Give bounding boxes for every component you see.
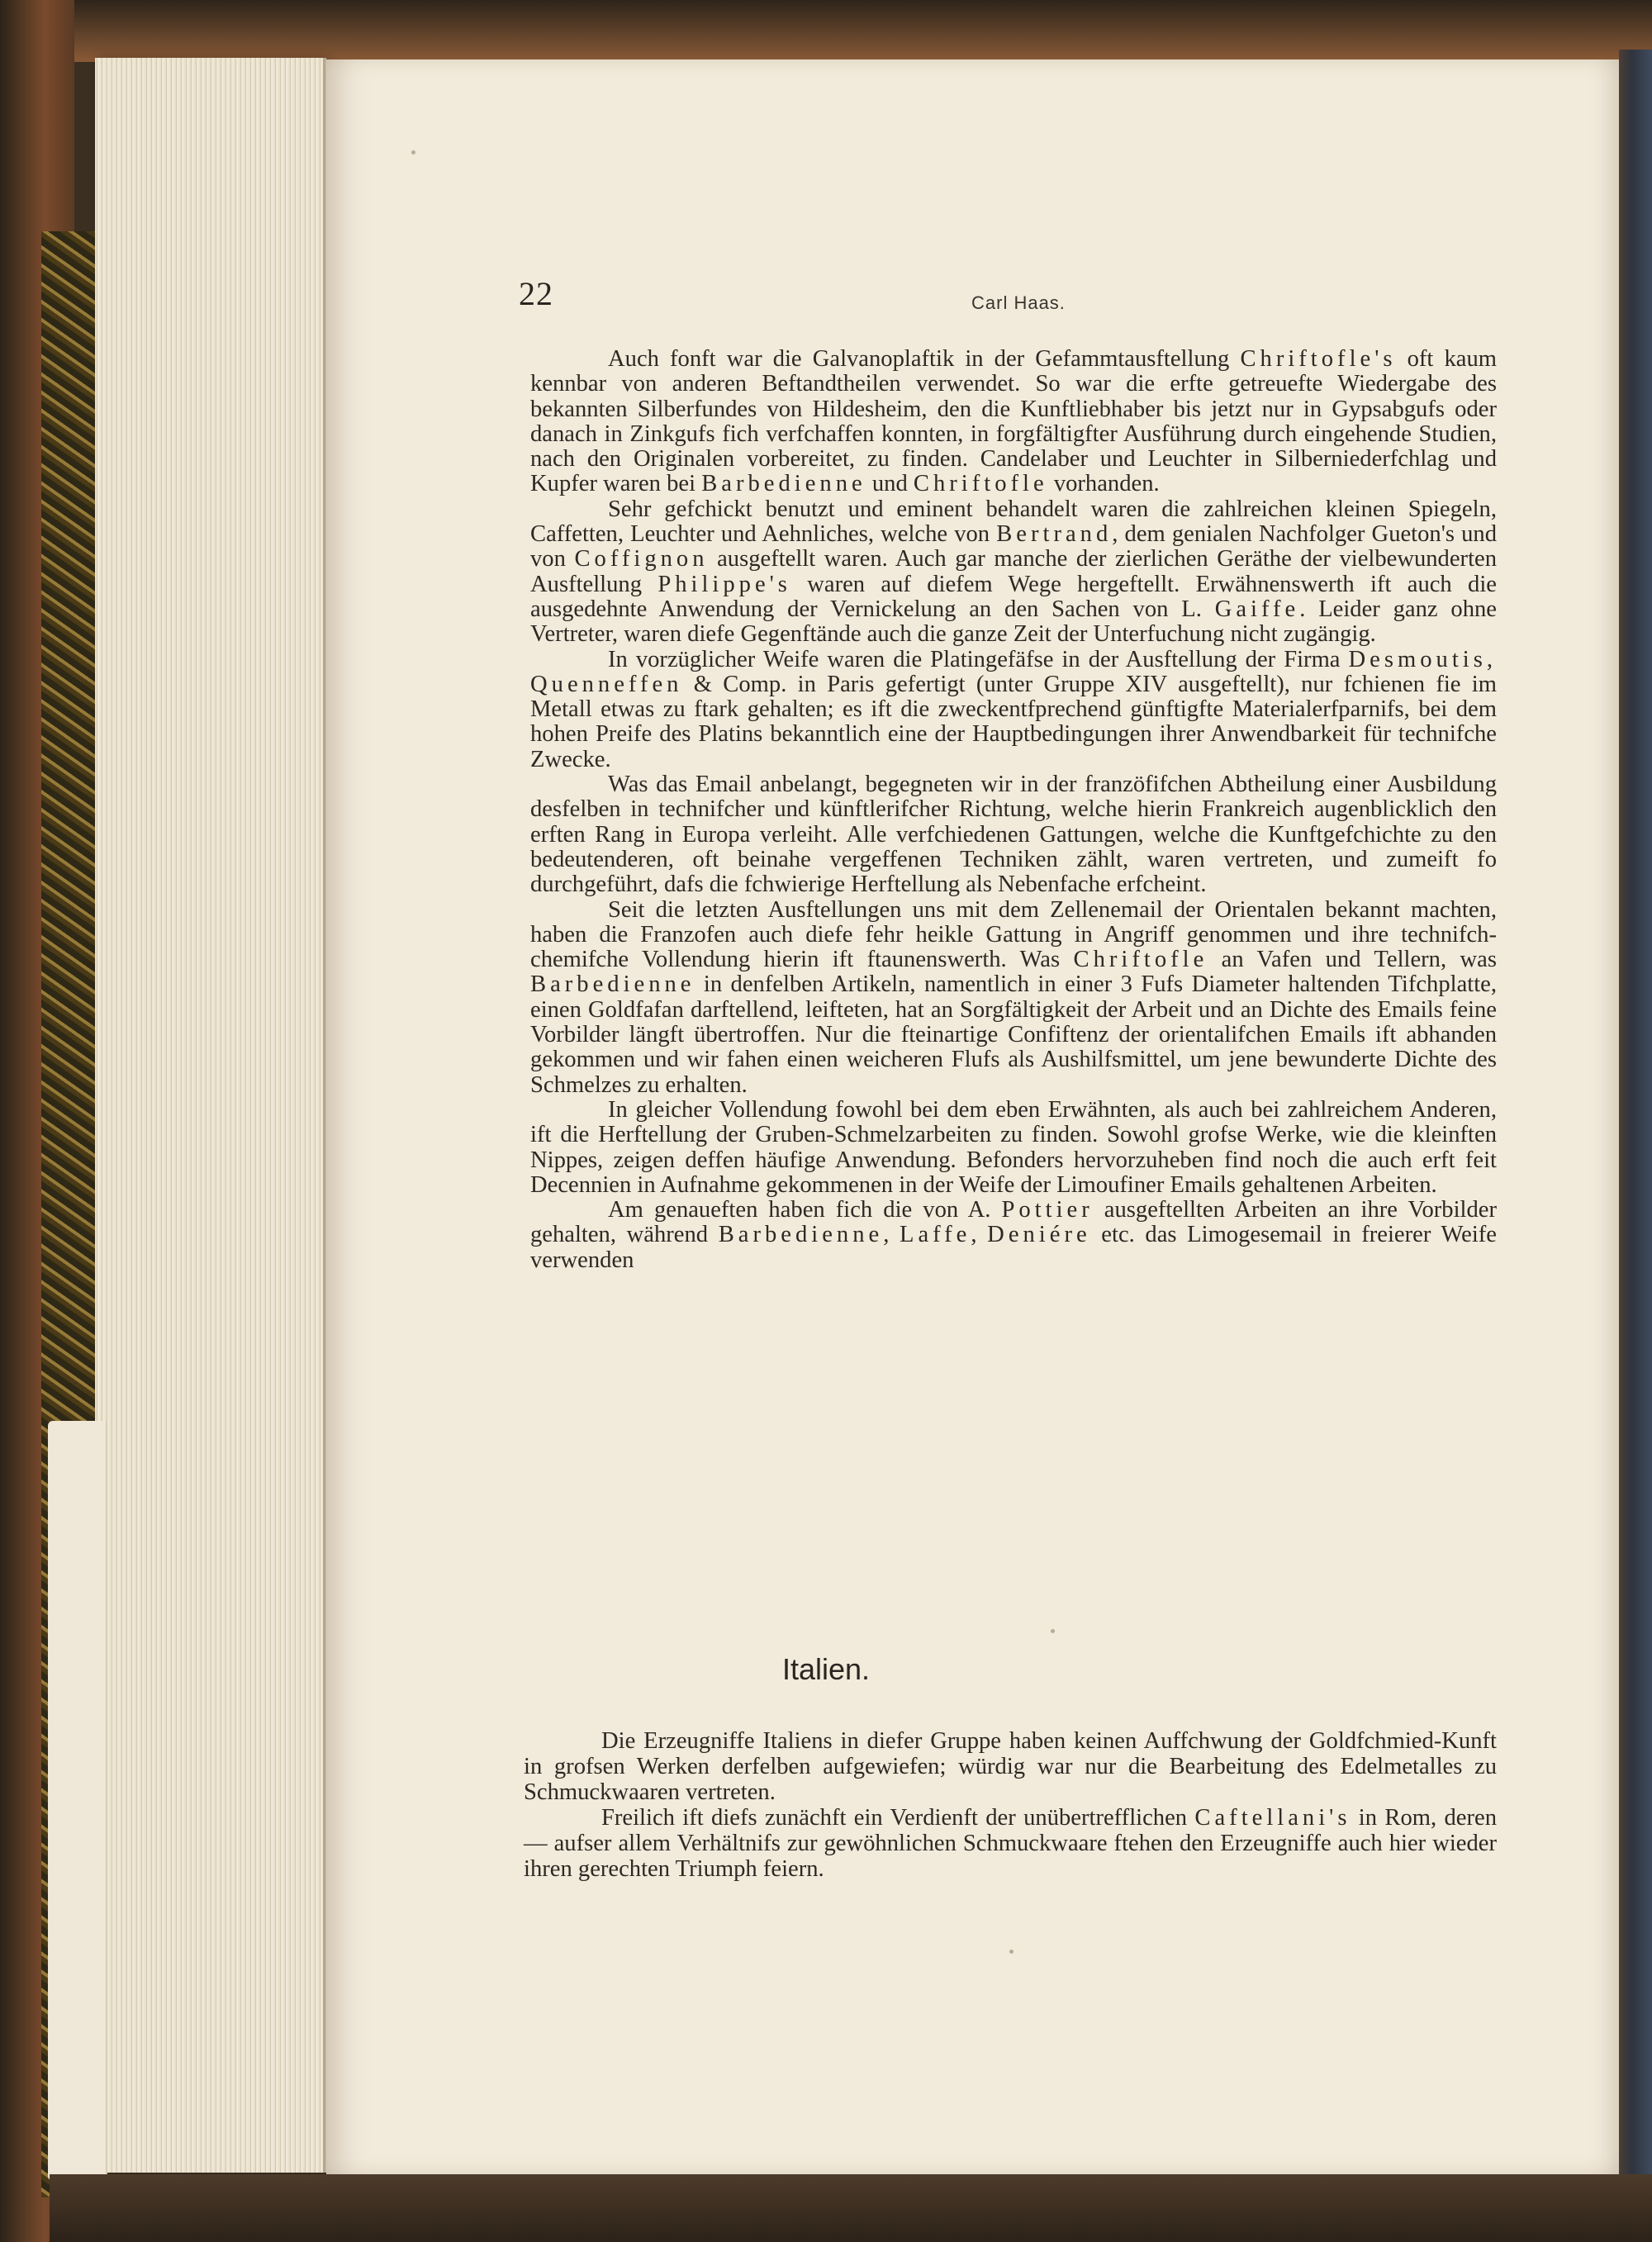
text: waren auf diefem Wege hergeftellt. Erwähnenswerth ift auch die ausgedehnte Anwendung der Vernickelung an den Sachen von L.	[530, 571, 1497, 622]
text: ,	[883, 1222, 900, 1248]
name-spaced: Barbedienne	[718, 1222, 884, 1248]
text: Seit die letzten Ausftellungen uns mit dem Zellenemail der Orientalen bekannt machten, haben die Franzofen auch diefe fehr heikle Gattung in Angriff genommen und ihre technifch-chemifche Vollendung hierin ift ftaunenswerth. Was	[530, 896, 1497, 973]
paragraph	[530, 1198, 1497, 1273]
book-cover-top	[50, 0, 1652, 62]
name-spaced: Bertrand	[996, 521, 1113, 548]
text: Freilich ift diefs zunächft ein Verdienft der unübertrefflichen	[601, 1805, 1195, 1831]
main-text-italien	[524, 1728, 1497, 1882]
name-spaced: Coffignon	[574, 546, 709, 572]
text: Was das Email anbelangt, begegneten wir in der franzöfifchen Abtheilung einer Ausbildung desfelben in technifcher und künftlerifcher Richtung, welche hierin Frankreich augenblicklich den erften Rang in Europa verleiht. Alle verfchiedenen Gattungen, welche die Kunftgefchichte zu den bedeutenderen, oft beinahe vergeffenen Techniken zählt, waren vertreten, und zumeift fo durchgeführt, dafs die fchwierige Herftellung als Nebenfache erfcheint.	[530, 772, 1497, 898]
text: oft kaum kennbar von anderen Beftandtheilen verwendet. So war die erfte getreuefte Wiedergabe des bekannten Silberfundes von Hildesheim, den die Kunftliebhaber bis jetzt nur in Gypsabgufs oder danach in Zinkgufs fich verfchaffen konnten, in forgfältigfter Ausführung durch eingehende Studien, nach den Originalen vorbereitet, zu finden. Candelaber und Leuchter in Silberniederfchlag und Kupfer waren bei	[530, 346, 1497, 497]
text: , dem genialen Nachfolger Gueton's und von	[530, 521, 1497, 572]
name-spaced: Philippe's	[657, 571, 791, 597]
loose-page-edge	[48, 1421, 107, 2181]
text: in Rom, deren — aufser allem Verhältnifs zur gewöhnlichen Schmuckwaare ftehen den Erzeugniffe auch hier wieder ihren gerechten Triumph feiern.	[524, 1805, 1497, 1882]
text: Sehr gefchickt benutzt und eminent behandelt waren die zahlreichen kleinen Spiegeln, Caffetten, Leuchter und Aehnliches, welche von	[530, 496, 1497, 548]
name-spaced: Desmoutis, Quenneffen	[530, 646, 1497, 697]
text: ausgeftellten Arbeiten an ihre Vorbilder gehalten, während	[530, 1197, 1497, 1248]
paper-speck	[411, 150, 415, 154]
text: etc. das Limogesemail in freierer Weife verwenden	[530, 1222, 1498, 1273]
page-number: 22	[519, 275, 553, 312]
name-spaced: Gaiffe	[1214, 596, 1300, 622]
text: ,	[971, 1222, 988, 1248]
name-spaced: Barbedienne	[701, 471, 866, 497]
name-spaced: Barbedienne	[530, 971, 695, 998]
book-cover-bottom	[50, 2174, 1652, 2242]
main-text	[530, 347, 1497, 1273]
name-spaced: Chriftofle's	[1240, 346, 1397, 372]
book-cover-right	[1619, 50, 1652, 2242]
name-spaced: Chriftofle	[913, 471, 1048, 497]
page-stack-edge	[95, 58, 326, 2173]
paragraph	[524, 1805, 1497, 1882]
text: in denfelben Artikeln, namentlich in einer 3 Fufs Diameter haltenden Tifchplatte, einen Goldfafan darftellend, leifteten, hat an Sorgfältigkeit der Arbeit und an Dichte des Emails feine Vorbilder längft übertroffen. Nur die fteinartige Confiftenz der orientalifchen Emails ift abhanden gekommen und wir fahen einen weicheren Flufs als Aushilfsmittel, um jene bewunderte Dichte des Schmelzes zu erhalten.	[530, 971, 1497, 1098]
paragraph	[530, 772, 1497, 897]
paper-speck	[1009, 1950, 1014, 1954]
section-heading: Italien.	[781, 1652, 871, 1686]
name-spaced: Laffe	[900, 1222, 971, 1248]
name-spaced: Pottier	[1001, 1197, 1094, 1223]
paragraph	[524, 1728, 1497, 1805]
paragraph	[530, 898, 1497, 1098]
name-spaced: Chriftofle	[1073, 947, 1208, 973]
paragraph	[530, 347, 1497, 497]
paragraph	[530, 497, 1497, 648]
name-spaced: Caftellani's	[1194, 1805, 1351, 1831]
paragraph	[530, 1098, 1497, 1198]
running-head: Carl Haas.	[971, 292, 1066, 313]
text: vorhanden.	[1047, 471, 1160, 497]
text: & Comp. in Paris gefertigt (unter Gruppe XIV ausgeftellt), nur fchienen fie im Metall etwas zu ftark gehalten; es ift die zweckentfprechend günftigfte Materialerfparnifs, bei dem hohen Preife des Platins bekanntlich eine der Hauptbedingungen ihrer Anwendbarkeit für technifche Zwecke.	[530, 671, 1497, 772]
text: ausgeftellt waren. Auch gar manche der zierlichen Geräthe der vielbewunderten Ausftellung	[530, 546, 1498, 597]
text: und	[866, 471, 914, 497]
text: In vorzüglicher Weife waren die Platingefäfse in der Ausftellung der Firma	[608, 646, 1349, 672]
text: Am genaueften haben fich die von A.	[608, 1197, 1002, 1223]
paper-speck	[1051, 1629, 1055, 1633]
text: Die Erzeugniffe Italiens in diefer Gruppe haben keinen Auffchwung der Goldfchmied-Kunft in grofsen Werken derfelben aufgewiefen; würdig war nur die Bearbeitung des Edelmetalles zu Schmuckwaaren vertreten.	[524, 1728, 1497, 1805]
paragraph	[530, 648, 1497, 772]
name-spaced: Deniére	[987, 1222, 1091, 1248]
text: In gleicher Vollendung fowohl bei dem eben Erwähnten, als auch bei zahlreichem Anderen, ift die Herftellung der Gruben-Schmelzarbeiten zu finden. Sowohl grofse Werke, wie die kleinften Nippes, zeigen deffen häufige Anwendung. Befonders hervorzuheben find noch die auch erft feit Decennien in Aufnahme gekommenen in der Weife der Limoufiner Emails gehaltenen Arbeiten.	[530, 1096, 1497, 1198]
text: an Vafen und Tellern, was	[1208, 947, 1497, 973]
text: . Leider ganz ohne Vertreter, waren diefe Gegenftände auch die ganze Zeit der Unterfuchung nicht zugängig.	[530, 596, 1498, 648]
text: Auch fonft war die Galvanoplaftik in der Gefammtausftellung	[608, 346, 1241, 372]
